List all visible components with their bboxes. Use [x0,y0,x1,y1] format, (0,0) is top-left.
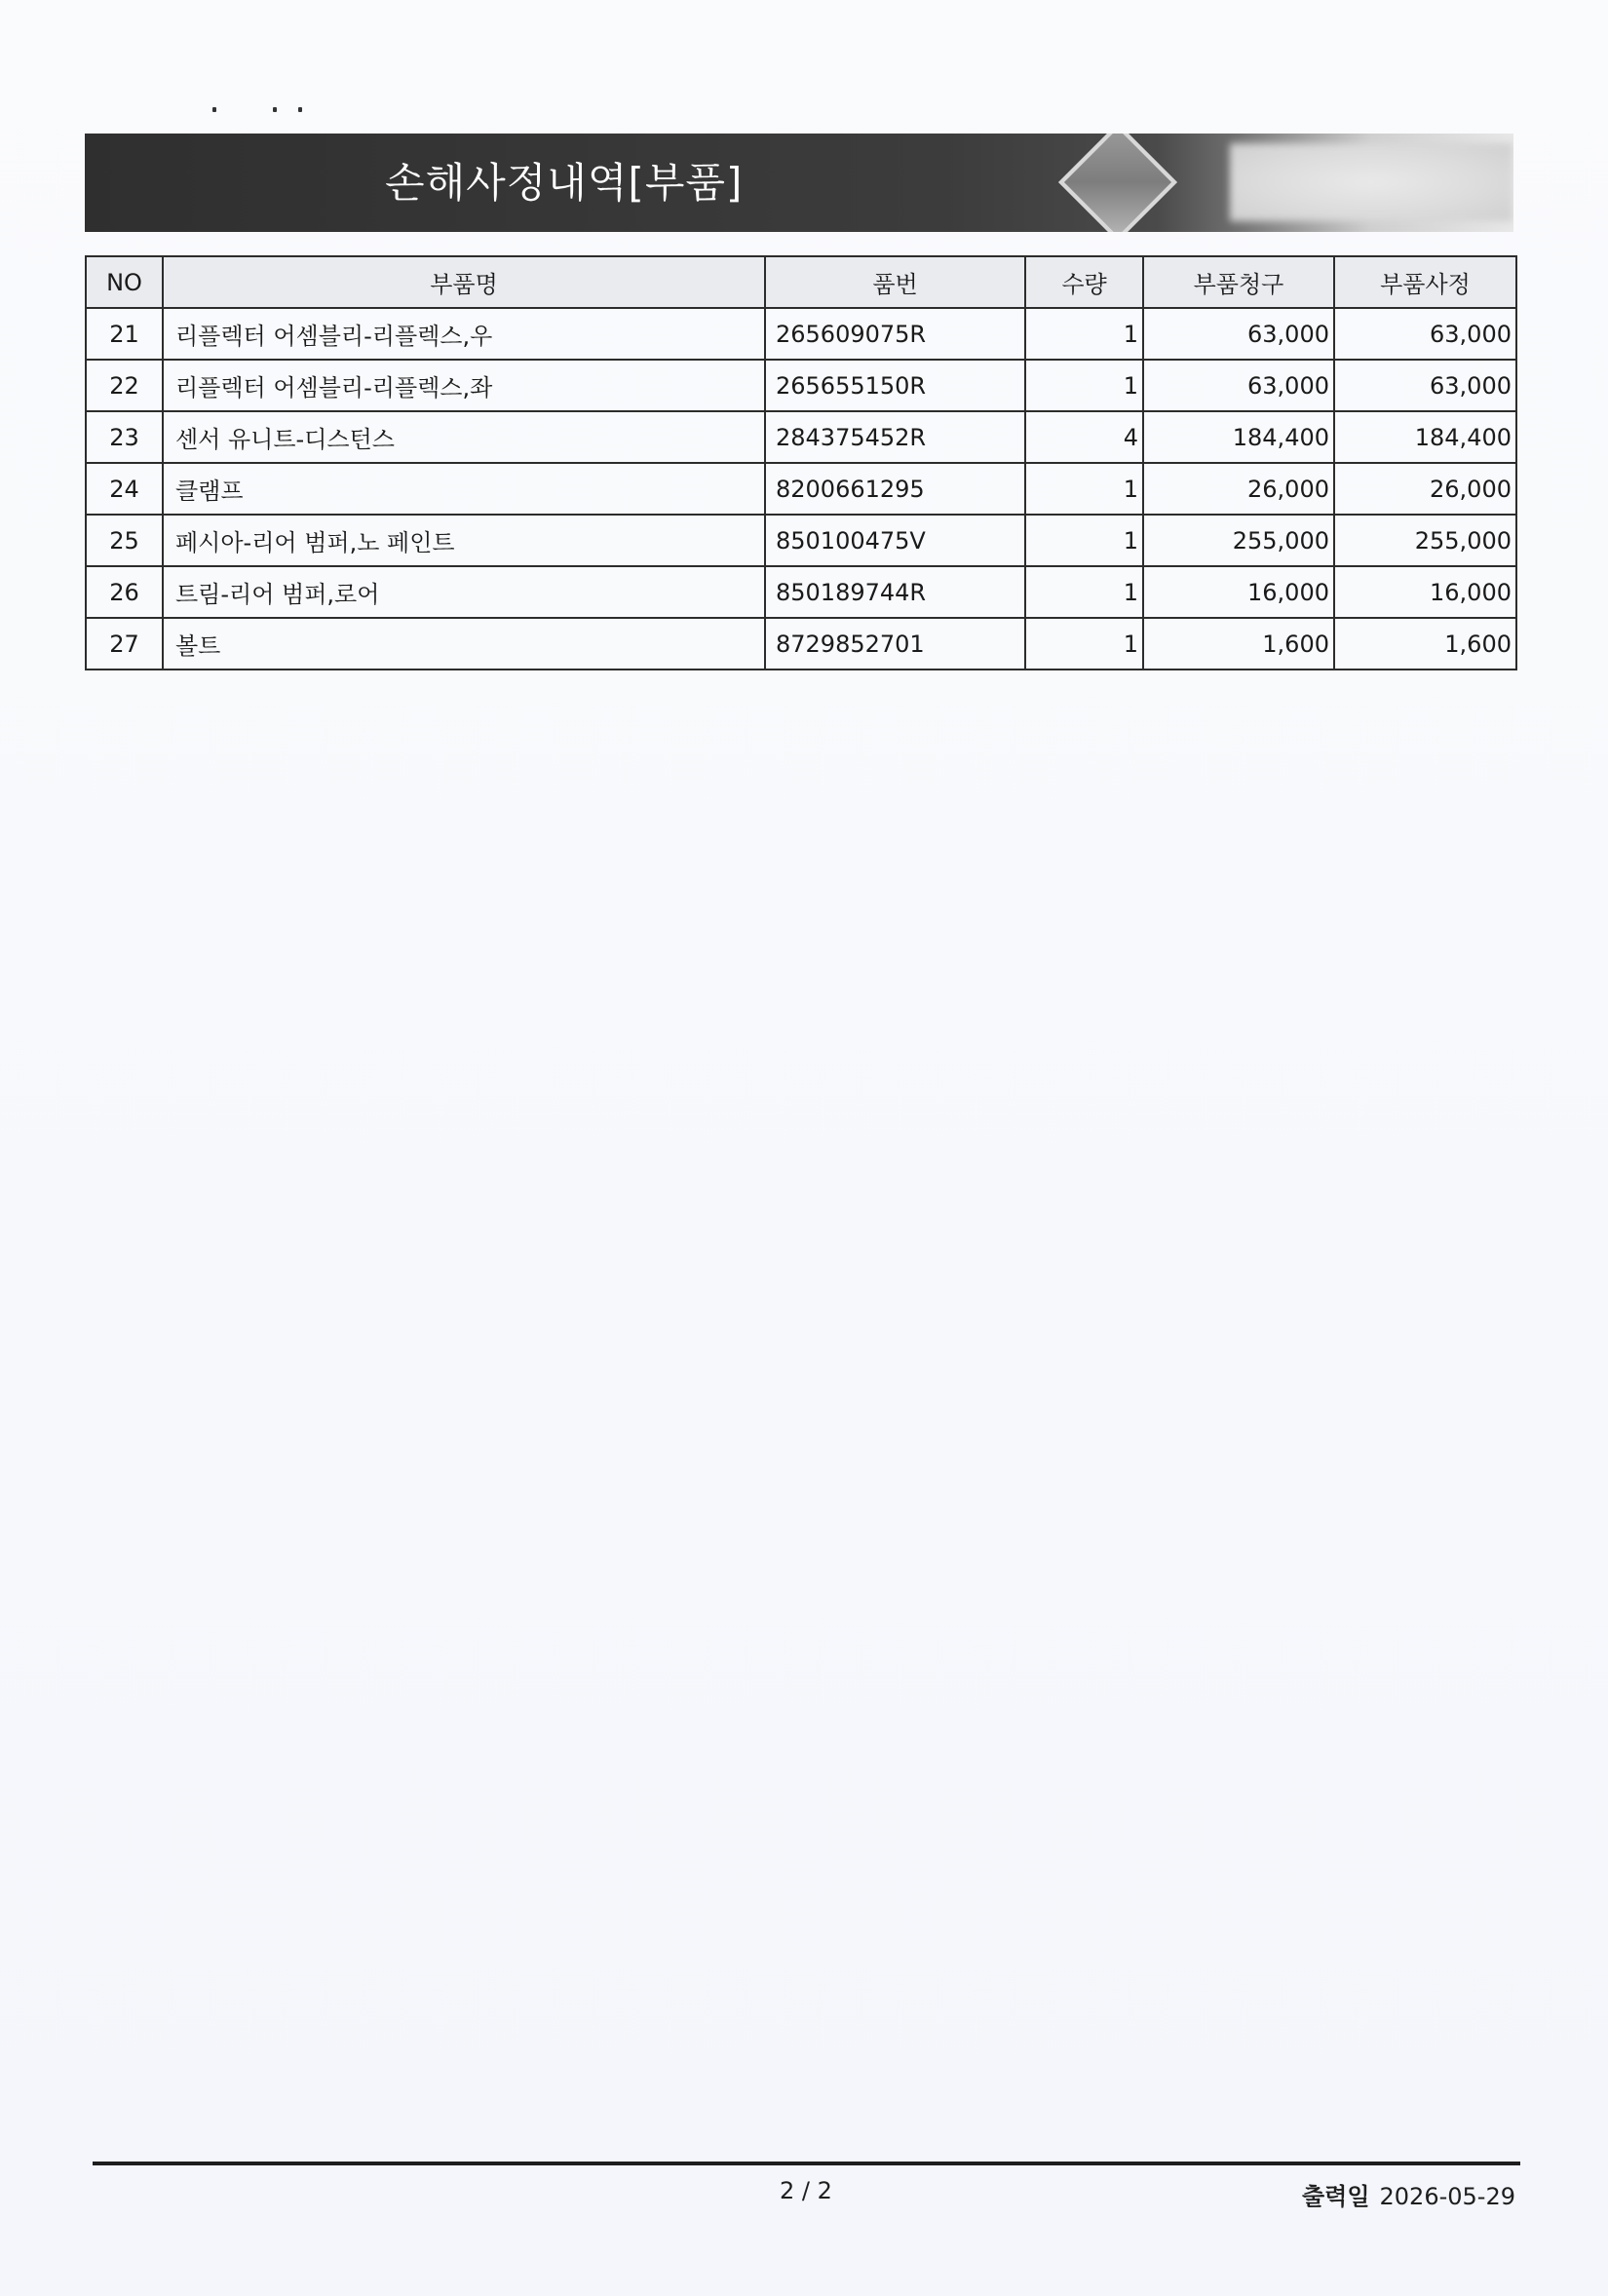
cell-no: 23 [86,411,163,463]
cell-part-claim: 16,000 [1143,566,1334,618]
print-date [1302,2177,1515,2211]
header-part-claim: 부품청구 [1143,256,1334,308]
diamond-ornament [1058,134,1177,232]
cell-part-name: 페시아-리어 범퍼,노 페인트 [163,515,765,566]
cell-no: 26 [86,566,163,618]
cell-part-name: 리플렉터 어셈블리-리플렉스,좌 [163,360,765,411]
cell-quantity: 1 [1025,566,1143,618]
cell-quantity: 4 [1025,411,1143,463]
cell-quantity: 1 [1025,463,1143,515]
cell-part-assessment: 63,000 [1334,308,1516,360]
cell-part-assessment: 16,000 [1334,566,1516,618]
table-row [86,566,1516,618]
header-part-name: 부품명 [163,256,765,308]
cell-part-claim: 184,400 [1143,411,1334,463]
cell-part-assessment: 63,000 [1334,360,1516,411]
cell-part-name: 리플렉터 어셈블리-리플렉스,우 [163,308,765,360]
cell-part-name: 센서 유니트-디스턴스 [163,411,765,463]
table-row [86,411,1516,463]
cell-part-name: 트림-리어 범퍼,로어 [163,566,765,618]
title-banner [85,134,1513,232]
cell-part-assessment: 255,000 [1334,515,1516,566]
cell-no: 21 [86,308,163,360]
table-row [86,308,1516,360]
header-part-number: 품번 [765,256,1025,308]
cell-part-name: 클램프 [163,463,765,515]
print-date-value: 2026-05-29 [1379,2183,1515,2210]
table-row [86,515,1516,566]
scan-artifact [212,107,310,113]
table-header-row [86,256,1516,308]
cell-no: 24 [86,463,163,515]
cell-part-claim: 255,000 [1143,515,1334,566]
cell-quantity: 1 [1025,360,1143,411]
cell-part-number: 850189744R [765,566,1025,618]
cell-no: 22 [86,360,163,411]
parts-table [85,255,1517,670]
cell-part-name: 볼트 [163,618,765,670]
cell-part-number: 265609075R [765,308,1025,360]
cell-no: 27 [86,618,163,670]
cell-part-assessment: 184,400 [1334,411,1516,463]
header-no: NO [86,256,163,308]
page-number: 2 / 2 [780,2177,832,2204]
page-title: 손해사정내역[부품] [385,159,744,207]
redacted-logo-area [1230,143,1512,221]
cell-part-number: 265655150R [765,360,1025,411]
cell-quantity: 1 [1025,515,1143,566]
cell-part-claim: 63,000 [1143,360,1334,411]
cell-no: 25 [86,515,163,566]
cell-part-claim: 1,600 [1143,618,1334,670]
print-date-label: 출력일 [1301,2183,1370,2210]
cell-part-claim: 63,000 [1143,308,1334,360]
cell-part-assessment: 1,600 [1334,618,1516,670]
header-part-assessment: 부품사정 [1334,256,1516,308]
cell-quantity: 1 [1025,618,1143,670]
cell-part-number: 284375452R [765,411,1025,463]
table-row [86,618,1516,670]
footer-divider [93,2162,1520,2165]
cell-part-number: 8729852701 [765,618,1025,670]
table-row [86,463,1516,515]
table-row [86,360,1516,411]
cell-quantity: 1 [1025,308,1143,360]
cell-part-claim: 26,000 [1143,463,1334,515]
cell-part-number: 8200661295 [765,463,1025,515]
cell-part-number: 850100475V [765,515,1025,566]
header-quantity: 수량 [1025,256,1143,308]
cell-part-assessment: 26,000 [1334,463,1516,515]
